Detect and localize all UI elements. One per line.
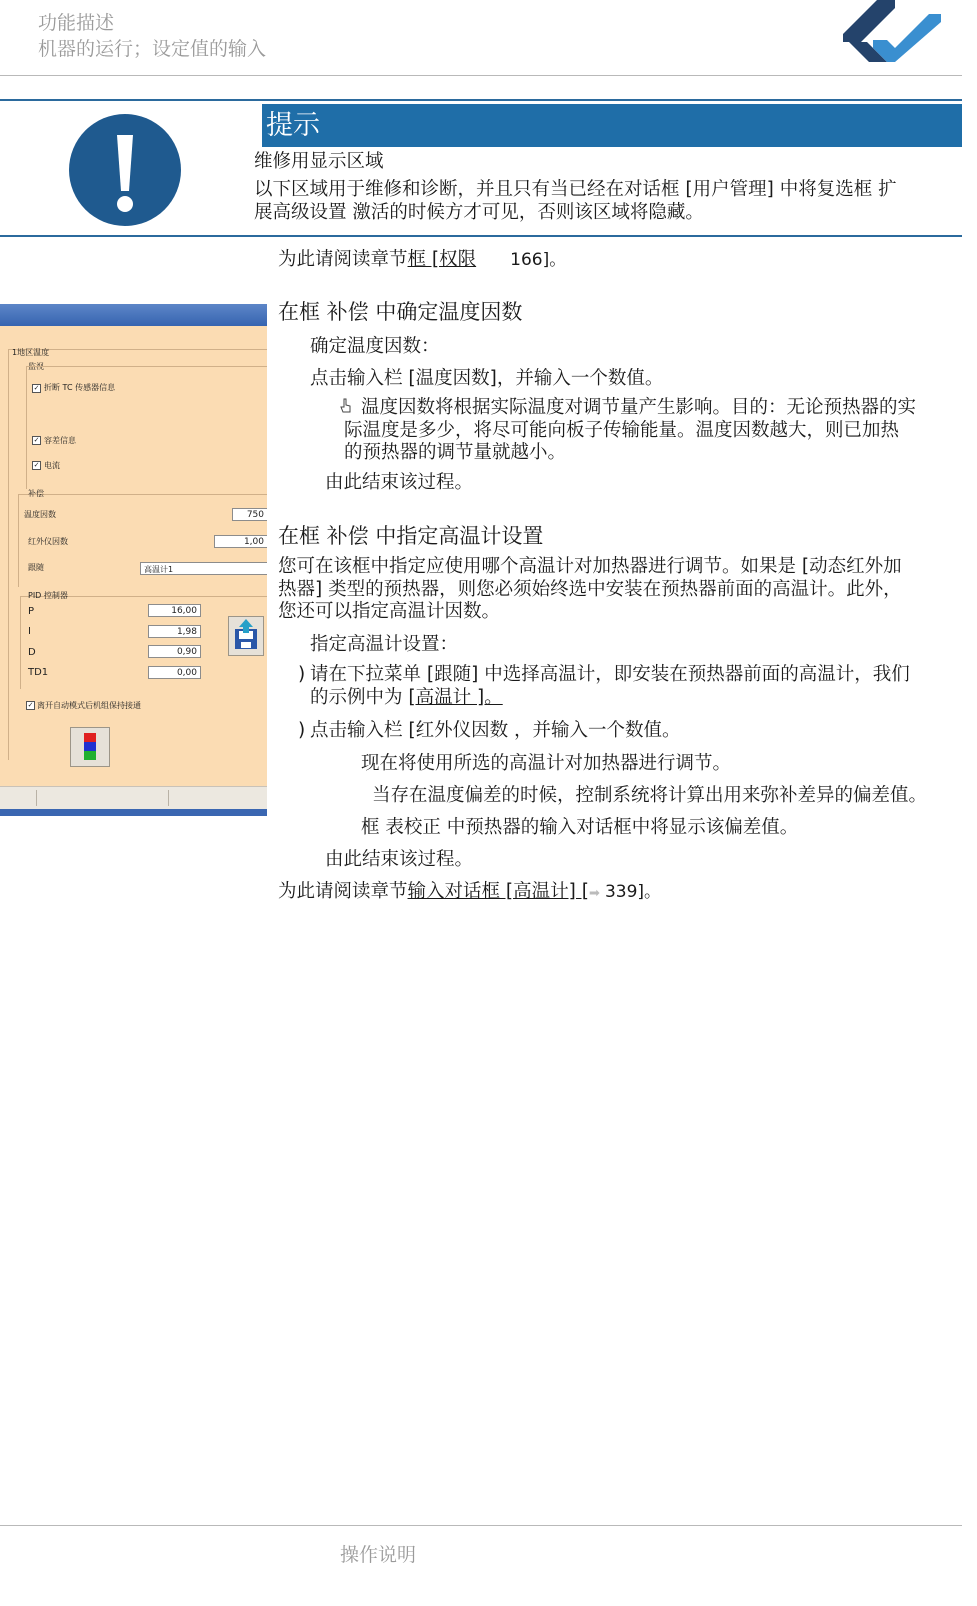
d-label: D (28, 647, 36, 658)
arrow-right-icon: ➡ (588, 886, 600, 901)
reference-permissions (278, 248, 566, 272)
i-input[interactable]: 1,98 (148, 625, 201, 638)
reference-prefix: 为此请阅读章节 (278, 881, 408, 902)
reference-prefix: 为此请阅读章节 (278, 249, 408, 270)
pid-label: PID 控制器 (28, 591, 68, 600)
note-heading: 提示 (262, 104, 962, 147)
company-logo (843, 0, 943, 64)
pyrometer-end: 由此结束该过程。 (325, 849, 474, 870)
pyrometer-step-2: 点击输入栏 [红外仪因数 ，并输入一个数值。 (310, 720, 681, 741)
checkbox-tolerance-label: 容差信息 (44, 436, 76, 445)
header-chapter: 功能描述 (38, 12, 115, 34)
pyrometer-result-2: 当存在温度偏差的时候，控制系统将计算出用来弥补差异的偏差值。 (372, 785, 928, 806)
temp-factor-label: 温度因数 (24, 510, 56, 519)
checkbox-auto-mode[interactable]: ✓ (27, 701, 34, 709)
i-label: I (28, 626, 31, 637)
footer-title: 操作说明 (340, 1544, 417, 1566)
save-upload-icon (229, 617, 263, 655)
note-body-line1: 以下区域用于维修和诊断，并且只有当已经在对话框 [用户管理] 中将复选框 扩 (254, 179, 897, 200)
d-input[interactable]: 0,90 (148, 645, 201, 658)
color-indicator-button[interactable] (70, 727, 110, 767)
checkbox-auto-mode-label: 离开自动模式后机组保持接通 (37, 701, 141, 710)
td1-input[interactable]: 0,00 (148, 666, 201, 679)
screenshot-statusbar (0, 786, 267, 809)
screenshot-bottom-border (0, 809, 267, 816)
temp-factor-info-line3: 的预热器的调节量就越小。 (344, 442, 567, 463)
pyrometer-step-title: 指定高温计设置： (310, 634, 459, 655)
reference-page: 339]。 (604, 882, 662, 902)
pyrometer-result-3: 框 表校正 中预热器的输入对话框中将显示该偏差值。 (361, 817, 799, 838)
header-subchapter: 机器的运行；设定值的输入 (38, 38, 267, 60)
pyrometer-example-link[interactable]: [高温计 ]。 (408, 687, 503, 708)
settings-screenshot (0, 304, 267, 816)
note-body-line2: 展高级设置 激活的时候方才可见，否则该区域将隐藏。 (254, 202, 704, 223)
save-button[interactable] (228, 616, 264, 656)
reference-link-permissions[interactable]: 框 [权限 (407, 249, 477, 270)
pyrometer-intro-line1: 您可在该框中指定应使用哪个高温计对加热器进行调节。如果是 [动态红外加 (278, 556, 902, 577)
monitor-label: 监视 (28, 362, 44, 371)
pyrometer-result-1: 现在将使用所选的高温计对加热器进行调节。 (361, 753, 732, 774)
checkbox-current-label: 电流 (44, 461, 60, 470)
temp-factor-step-title: 确定温度因数： (310, 336, 440, 357)
td1-label: TD1 (28, 667, 49, 678)
pyrometer-step-1-line1: 请在下拉菜单 [跟随] 中选择高温计，即安装在预热器前面的高温计，我们 (310, 664, 910, 685)
header-divider (0, 75, 962, 76)
follow-select[interactable]: 高温计1 (140, 562, 267, 575)
exclamation-icon (68, 113, 182, 227)
note-bottom-rule (0, 235, 962, 237)
step-bullet: ) (298, 720, 306, 741)
temp-factor-info-line2: 际温度是多少，将尽可能向板子传输能量。温度因数越大，则已加热 (344, 420, 900, 441)
temp-factor-info-line1: 温度因数将根据实际温度对调节量产生影响。目的：无论预热器的实 (361, 397, 917, 418)
screenshot-titlebar (0, 304, 267, 326)
section-pyrometer-heading: 在框 补偿 中指定高温计设置 (278, 524, 544, 548)
reference-pyrometer-dialog (278, 880, 661, 905)
zone-title: 1地区温度 (12, 348, 50, 357)
follow-label: 跟随 (28, 563, 44, 572)
note-top-rule (0, 99, 962, 101)
p-input[interactable]: 16,00 (148, 604, 201, 617)
hand-pointer-icon (339, 398, 353, 414)
p-label: P (28, 606, 35, 617)
temp-factor-end: 由此结束该过程。 (325, 472, 474, 493)
section-temp-factor-heading: 在框 补偿 中确定温度因数 (278, 300, 523, 324)
rgb-indicator-icon (71, 728, 109, 766)
pyrometer-step-1-line2: 的示例中为 [高温计 ]。 (310, 687, 503, 708)
ir-factor-input[interactable]: 1,00 (214, 535, 267, 548)
reference-link-pyrometer-dialog[interactable]: 输入对话框 [高温计] [ (407, 881, 589, 902)
reference-page: 166]。 (510, 250, 567, 270)
pyrometer-intro-line2: 热器] 类型的预热器，则您必须始终选中安装在预热器前面的高温计。此外， (278, 579, 902, 600)
temp-factor-step-1: 点击输入栏 [温度因数]，并输入一个数值。 (310, 368, 664, 389)
ir-factor-label: 红外仪因数 (28, 537, 68, 546)
checkbox-current[interactable]: ✓ (33, 461, 40, 469)
temp-factor-input[interactable]: 750 (232, 508, 267, 521)
checkbox-tc-break-label: 折断 TC 传感器信息 (44, 383, 116, 392)
note-title: 维修用显示区域 (254, 151, 384, 172)
pyrometer-intro-line3: 您还可以指定高温计因数。 (278, 601, 501, 622)
checkbox-tolerance[interactable]: ✓ (33, 436, 40, 444)
compensation-label: 补偿 (28, 489, 44, 498)
footer-divider (0, 1525, 962, 1526)
checkbox-tc-break[interactable]: ✓ (33, 384, 40, 392)
step-bullet: ) (298, 664, 306, 685)
